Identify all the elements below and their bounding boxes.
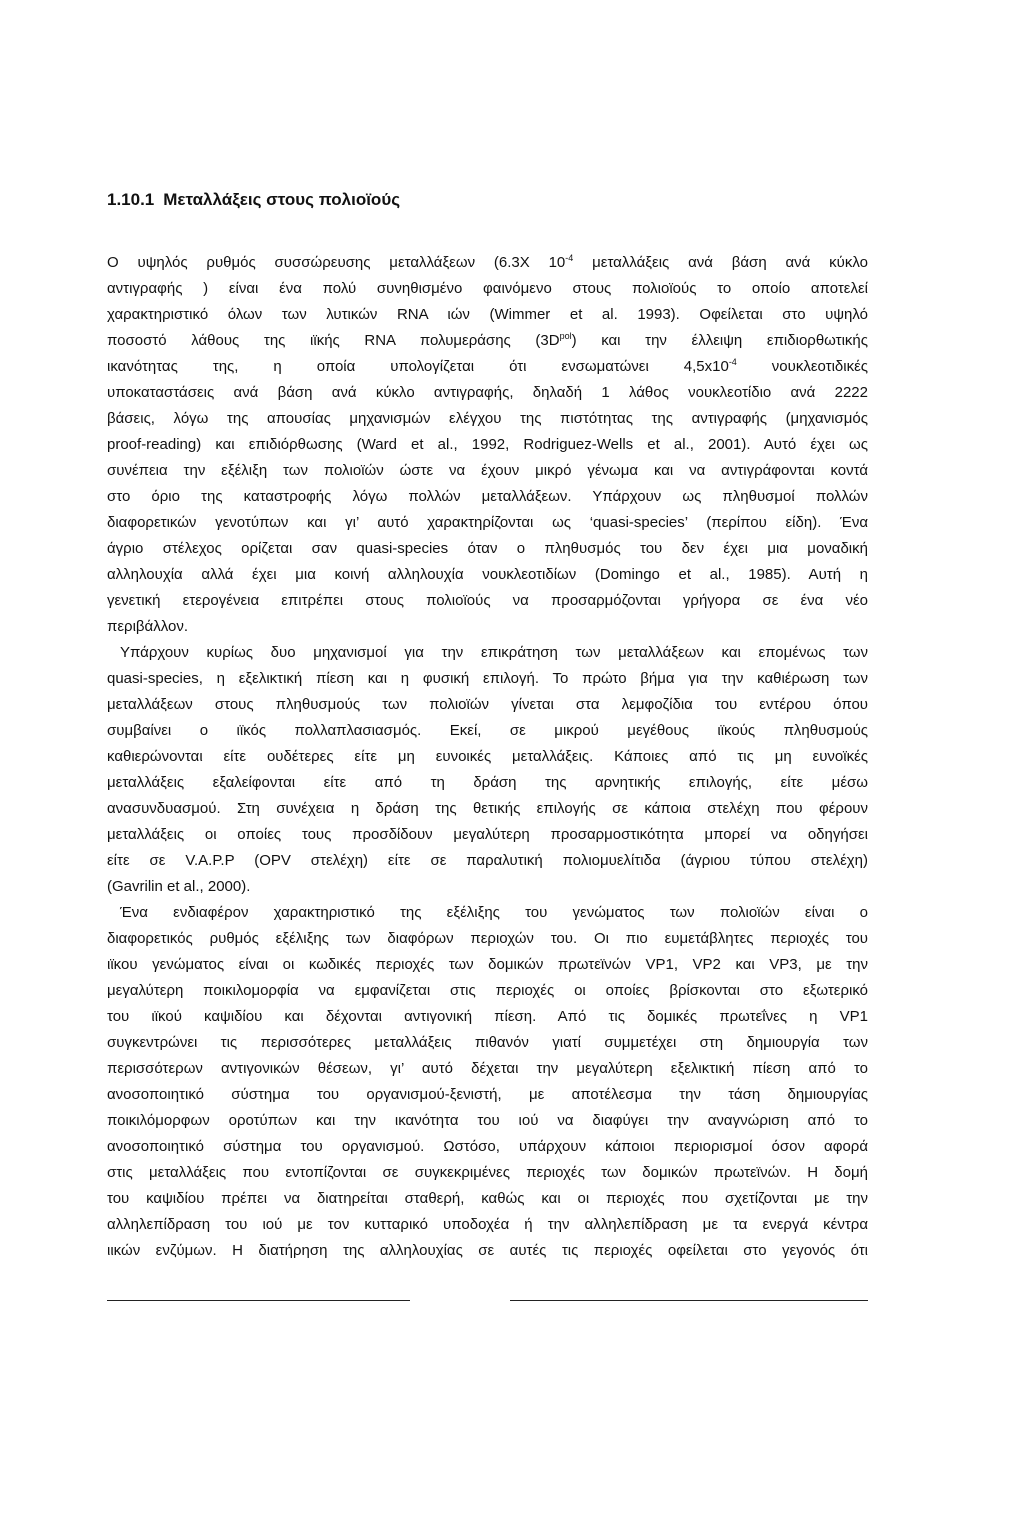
superscript: pol bbox=[559, 331, 572, 341]
text-segment: Ο υψηλός ρυθμός συσσώρευσης μεταλλάξεων (6.3X 10 bbox=[107, 254, 566, 271]
text-line: αλληλουχία αλλά έχει μια κοινή αλληλουχία νουκλεοτιδίων (Domingo et al., 1985). Αυτή η bbox=[107, 566, 868, 583]
text-line: γενετική ετερογένεια επιτρέπει στους πολιοϊούς να προσαρμόζονται γρήγορα σε ένα νέο bbox=[107, 592, 868, 609]
text-line: περιβάλλον. bbox=[107, 618, 188, 635]
text-line: συγκεντρώνει τις περισσότερες μεταλλάξεις πιθανόν γιατί συμμετέχει στη δημιουργία των bbox=[107, 1034, 868, 1051]
text-line: συμβαίνει ο ιϊκός πολλαπλασιασμός. Εκεί, σε μικρού μεγέθους ιϊκούς πληθυσμούς bbox=[107, 722, 868, 739]
text-line: διαφορετικών γενοτύπων και γι’ αυτό χαρακτηρίζονται ως ‘quasi-species’ (περίπου είδη). Ένα bbox=[107, 514, 868, 531]
text-line: του καψιδίου πρέπει να διατηρείται σταθερή, καθώς και οι περιοχές που σχετίζονται με την bbox=[107, 1190, 868, 1207]
text-line: μεγαλύτερη ποικιλομορφία να εμφανίζεται στις περιοχές οι οποίες βρίσκονται στο εξωτερικό bbox=[107, 982, 868, 999]
body-text bbox=[107, 250, 868, 1264]
superscript: -4 bbox=[565, 253, 574, 263]
section-title: Μεταλλάξεις στους πολιοϊούς bbox=[163, 190, 401, 209]
text-line: αλληλεπίδραση του ιού με τον κυτταρικό υποδοχέα ή την αλληλεπίδραση με τα ενεργά κέντρα bbox=[107, 1216, 868, 1233]
text-segment: ποσοστό λάθους της ιϊκής RNA πολυμεράσης (3D bbox=[107, 332, 560, 349]
footnote-separator-left bbox=[107, 1300, 410, 1301]
text-segment: μεταλλάξεις ανά βάση ανά κύκλο bbox=[573, 254, 868, 271]
text-line: ιικών ενζύμων. Η διατήρηση της αλληλουχίας σε αυτές τις περιοχές οφείλεται στο γεγονός ότι bbox=[107, 1242, 868, 1259]
text-line: Ένα ενδιαφέρον χαρακτηριστικό της εξέλιξης του γενώματος των πολιοϊών είναι ο bbox=[120, 904, 868, 921]
text-line: συνέπεια την εξέλιξη των πολιοϊών ώστε να έχουν μικρό γένωμα και να αντιγράφονται κοντά bbox=[107, 462, 868, 479]
text-line: περισσότερων αντιγονικών θέσεων, γι’ αυτό δέχεται την μεγαλύτερη εξελικτική πίεση από το bbox=[107, 1060, 868, 1077]
text-line: ποικιλόμορφων οροτύπων και την ικανότητα του ιού να διαφύγει την αναγνώριση από το bbox=[107, 1112, 868, 1129]
text-line: (Gavrilin et al., 2000). bbox=[107, 878, 251, 895]
text-line: διαφορετικός ρυθμός εξέλιξης των διαφόρων περιοχών του. Οι πιο ευμετάβλητες περιοχές του bbox=[107, 930, 868, 947]
text-line: είτε σε V.A.P.P (OPV στελέχη) είτε σε παραλυτική πολιομυελίτιδα (άγριου τύπου στελέχη) bbox=[107, 852, 868, 869]
text-line: ανοσοποιητικό σύστημα του οργανισμού. Ωστόσο, υπάρχουν κάποιοι περιορισμοί όσον αφορά bbox=[107, 1138, 868, 1155]
paragraph bbox=[107, 900, 868, 1264]
text-line: άγριο στέλεχος ορίζεται σαν quasi-species όταν ο πληθυσμός του δεν έχει μια μοναδική bbox=[107, 540, 868, 557]
text-line bbox=[107, 250, 868, 276]
text-line: στις μεταλλάξεις που εντοπίζονται σε συγκεκριμένες περιοχές των δομικών πρωτεϊνών. Η δομή bbox=[107, 1164, 868, 1181]
text-line: καθιερώνονται είτε ουδέτερες είτε μη ευνοικές μεταλλάξεις. Κάποιες από τις μη ευνοϊκές bbox=[107, 748, 868, 765]
superscript: -4 bbox=[728, 357, 737, 367]
text-line: μεταλλάξεις οι οποίες τους προσδίδουν μεγαλύτερη προσαρμοστικότητα μπορεί να οδηγήσει bbox=[107, 826, 868, 843]
footnote-separator-right bbox=[510, 1300, 868, 1301]
text-line: χαρακτηριστικό όλων των λυτικών RNA ιών (Wimmer et al. 1993). Οφείλεται στο υψηλό bbox=[107, 306, 868, 323]
text-line: υποκαταστάσεις ανά βάση ανά κύκλο αντιγραφής, δηλαδή 1 λάθος νουκλεοτίδιο ανά 2222 bbox=[107, 384, 868, 401]
section-heading bbox=[107, 188, 400, 212]
text-line: μεταλλάξεις εξαλείφονται είτε από τη δράση της αρνητικής επιλογής, είτε μέσω bbox=[107, 774, 868, 791]
text-segment: ) και την έλλειψη επιδιορθωτικής bbox=[571, 332, 868, 349]
text-line: του ιϊκού καψιδίου και δέχονται αντιγονική πίεση. Από τις δομικές πρωτεΐνες η VP1 bbox=[107, 1008, 868, 1025]
paragraph bbox=[107, 640, 868, 900]
text-line: ανασυνδυασμού. Στη συνέχεια η δράση της θετικής επιλογής σε κάποια στελέχη που φέρουν bbox=[107, 800, 868, 817]
text-line: ανοσοποιητικό σύστημα του οργανισμού-ξενιστή, με αποτέλεσμα την τάση δημιουργίας bbox=[107, 1086, 868, 1103]
text-line: Υπάρχουν κυρίως δυο μηχανισμοί για την επικράτηση των μεταλλάξεων και επομένως των bbox=[120, 644, 868, 661]
text-line bbox=[107, 328, 868, 354]
text-line: ιϊκου γενώματος είναι οι κωδικές περιοχές των δομικών πρωτεϊνών VP1, VP2 και VP3, με την bbox=[107, 956, 868, 973]
text-segment: ικανότητας της, η οποία υπολογίζεται ότι ενσωματώνει 4,5x10 bbox=[107, 358, 729, 375]
text-line: quasi-species, η εξελικτική πίεση και η φυσική επιλογή. Το πρώτο βήμα για την καθιέρωση των bbox=[107, 670, 868, 687]
text-line: proof-reading) και επιδιόρθωσης (Ward et al., 1992, Rodriguez-Wells et al., 2001). Αυτό έχει ως bbox=[107, 436, 868, 453]
text-segment: νουκλεοτιδικές bbox=[736, 358, 868, 375]
text-line bbox=[107, 354, 868, 380]
text-line: αντιγραφής ) είναι ένα πολύ συνηθισμένο φαινόμενο στους πολιοϊούς το οποίο αποτελεί bbox=[107, 280, 868, 297]
text-line: μεταλλάξεων στους πληθυσμούς των πολιοϊών γίνεται στα λεμφοζίδια του εντέρου όπου bbox=[107, 696, 868, 713]
section-number: 1.10.1 bbox=[107, 190, 155, 209]
text-line: βάσεις, λόγω της απουσίας μηχανισμών ελέγχου της πιστότητας της αντιγραφής (μηχανισμός bbox=[107, 410, 868, 427]
paragraph bbox=[107, 250, 868, 640]
text-line: στο όριο της καταστροφής λόγω πολλών μεταλλάξεων. Υπάρχουν ως πληθυσμοί πολλών bbox=[107, 488, 868, 505]
